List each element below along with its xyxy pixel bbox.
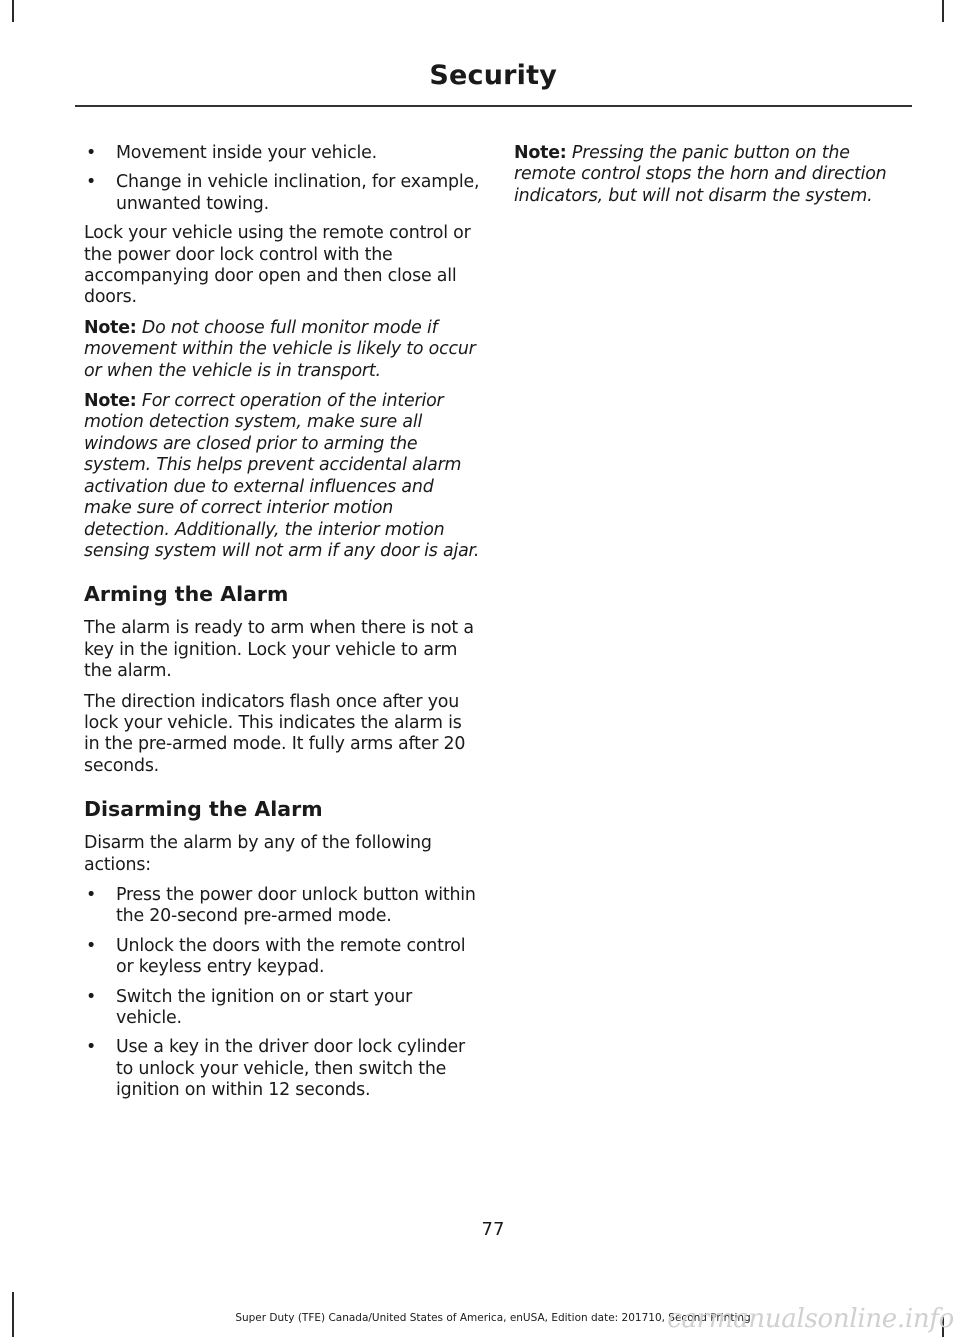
bullet-icon: • bbox=[86, 986, 97, 1007]
list-item bbox=[84, 172, 480, 215]
section-heading-disarming: Disarming the Alarm bbox=[84, 797, 323, 822]
bullet-icon: • bbox=[86, 172, 97, 193]
header-divider bbox=[75, 105, 912, 107]
list-item-text: Unlock the doors with the remote control or keyless entry keypad. bbox=[116, 935, 466, 978]
left-column bbox=[84, 143, 480, 1110]
bullet-icon: • bbox=[86, 1037, 97, 1058]
list-item-text: Use a key in the driver door lock cylinder to unlock your vehicle, then switch the ignition on within 12 seconds. bbox=[116, 1037, 465, 1101]
page-title: Security bbox=[429, 60, 557, 91]
note-text: Pressing the panic button on the remote control stops the horn and direction indicators, but will not disarm the system. bbox=[514, 143, 887, 206]
bullet-icon: • bbox=[86, 884, 97, 905]
bullet-icon: • bbox=[86, 143, 97, 163]
list-item bbox=[84, 936, 480, 979]
note-panic-button bbox=[514, 143, 911, 207]
note-text: For correct operation of the interior motion detection system, make sure all windows are closed prior to arming the system. This helps prevent accidental alarm activation due to external influences and make sure of correct interior motion detection. Additionally, the interior motion sensing system will not arm if any door is ajar. bbox=[84, 391, 480, 561]
crop-mark-top-right-vertical bbox=[942, 0, 944, 22]
list-item-text: Switch the ignition on or start your vehicle. bbox=[116, 986, 413, 1028]
note-label: Note: bbox=[84, 391, 137, 412]
list-item bbox=[84, 987, 480, 1030]
note-label: Note: bbox=[84, 317, 137, 338]
list-item bbox=[84, 143, 480, 164]
list-item bbox=[84, 1037, 480, 1101]
crop-mark-top-left-vertical bbox=[12, 0, 14, 22]
note-label: Note: bbox=[514, 143, 567, 163]
arming-paragraph-2: The direction indicators flash once after you lock your vehicle. This indicates the alarm is in the pre-armed mode. It fully arms after 20 seconds. bbox=[84, 691, 466, 776]
list-item-text: Change in vehicle inclination, for example, unwanted towing. bbox=[116, 172, 480, 214]
section-heading-arming: Arming the Alarm bbox=[84, 582, 289, 607]
footer-edition-info: Super Duty (TFE) Canada/United States of America, enUSA, Edition date: 201710, Second Printing bbox=[235, 1312, 751, 1324]
note-text: Do not choose full monitor mode if movement within the vehicle is likely to occur or when the vehicle is in transport. bbox=[84, 317, 476, 381]
feature-bullet-list bbox=[84, 143, 480, 215]
list-item-text: Press the power door unlock button within the 20-second pre-armed mode. bbox=[116, 884, 476, 927]
disarming-bullet-list bbox=[84, 885, 480, 1102]
note-full-monitor bbox=[84, 318, 480, 382]
note-motion-detection bbox=[84, 391, 480, 562]
page-number: 77 bbox=[481, 1219, 505, 1240]
bullet-icon: • bbox=[86, 935, 97, 956]
lock-instructions-paragraph: Lock your vehicle using the remote control or the power door lock control with the accompanying door open and then close all doors. bbox=[84, 223, 471, 308]
disarming-intro: Disarm the alarm by any of the following actions: bbox=[84, 833, 432, 875]
list-item-text: Movement inside your vehicle. bbox=[116, 143, 377, 163]
arming-paragraph-1: The alarm is ready to arm when there is not a key in the ignition. Lock your vehicle to arm the alarm. bbox=[84, 618, 474, 682]
right-column bbox=[514, 143, 911, 216]
list-item bbox=[84, 885, 480, 928]
watermark-logo: carmanualsonline.info bbox=[667, 1304, 954, 1334]
